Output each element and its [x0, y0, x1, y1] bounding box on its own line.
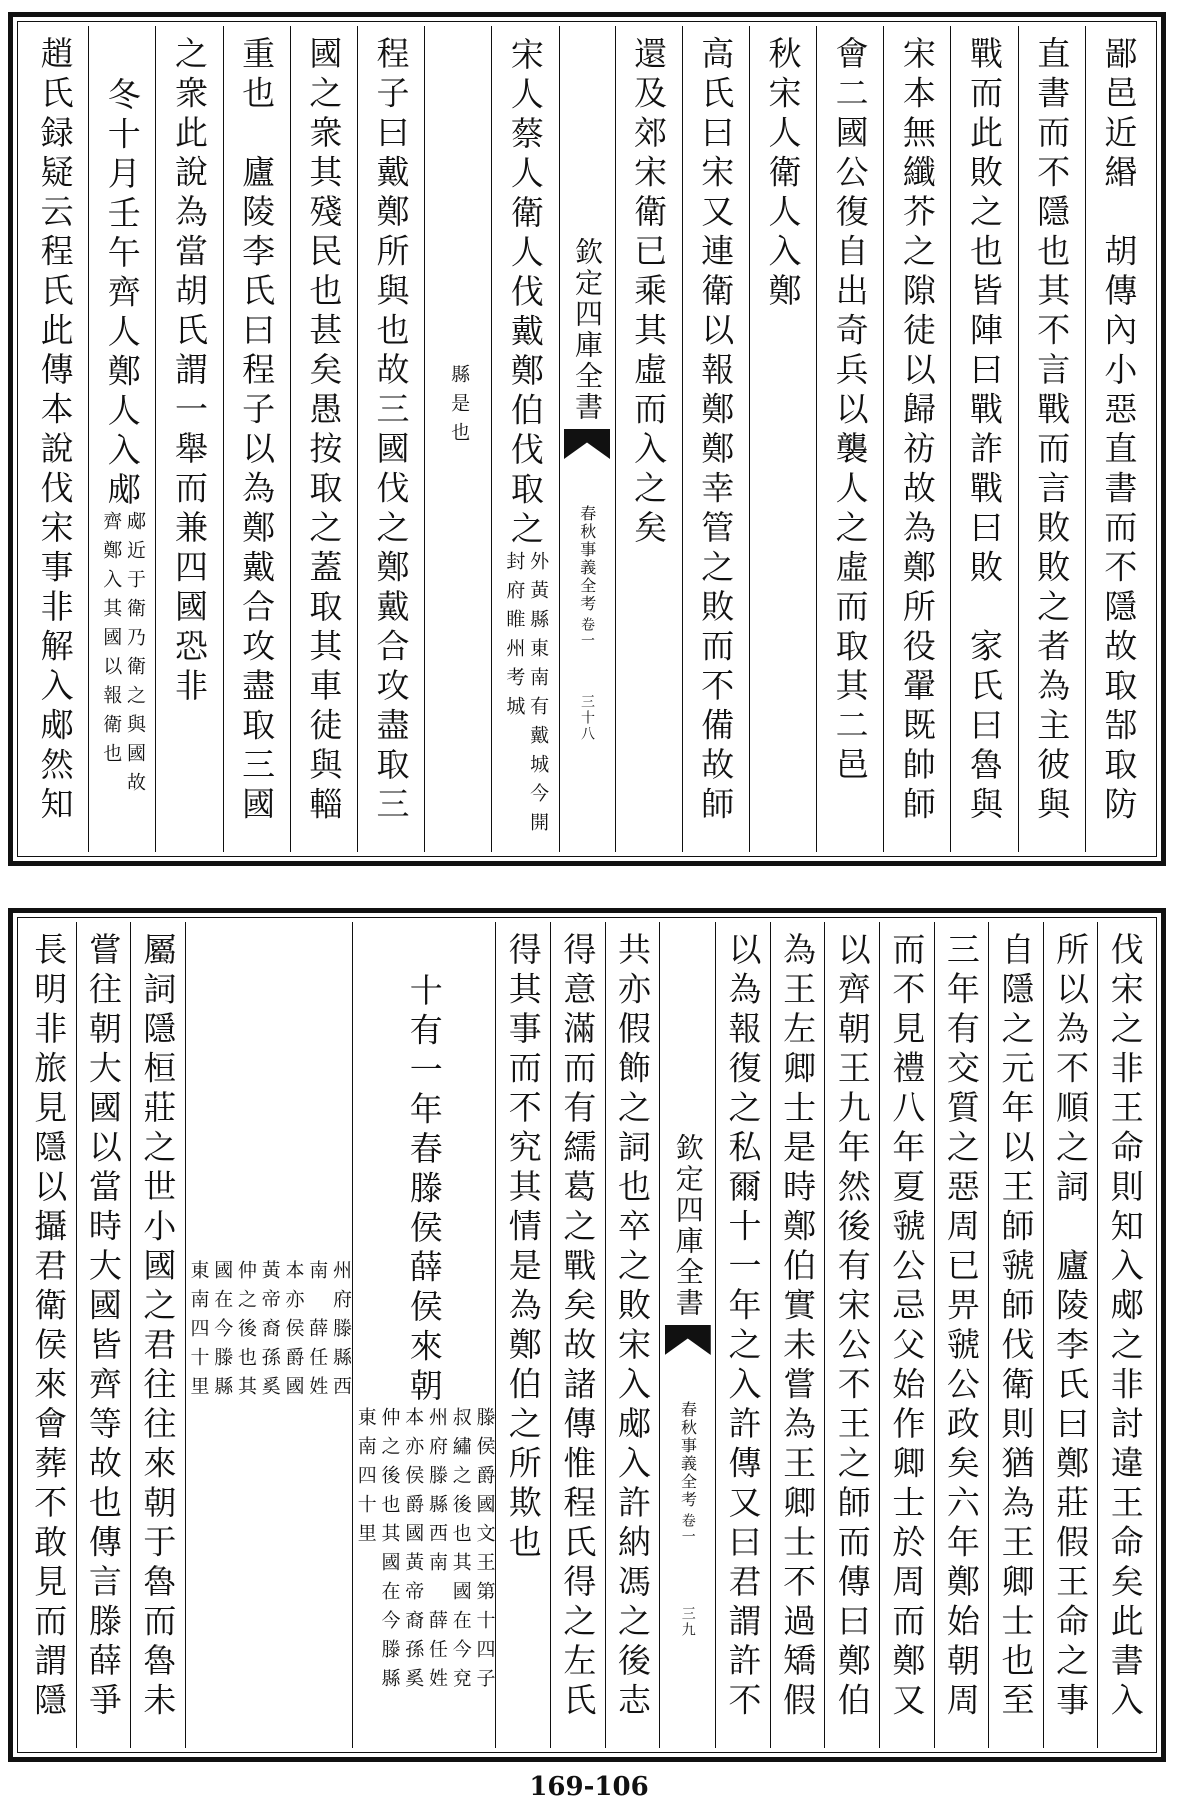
- text-column: [950, 26, 1017, 852]
- text-column: [357, 26, 424, 852]
- text-column: [76, 922, 131, 1748]
- interlinear-note: 縣是也: [448, 364, 471, 451]
- interlinear-note: 郕近于衛乃衛之與國故齊鄭入其國以報衛也: [100, 511, 147, 802]
- interlinear-note: 滕侯爵國文王第十四子叔繡之後也其國在今兗州府滕縣西南 薛任姓本亦侯爵國黃帝裔孫奚仲之後也其國在今滕縣東南四十里: [354, 1407, 496, 1698]
- work-title: 春秋事義全考: [577, 505, 597, 613]
- text-column: [1018, 26, 1085, 852]
- bottom-page-frame: [8, 908, 1166, 1762]
- column-text: 秋宋人衛人入鄭: [763, 36, 803, 313]
- column-text: 三年有交質之惡周已畀虢公政矣六年鄭始朝周: [941, 932, 981, 1722]
- text-column: [934, 922, 989, 1748]
- column-text: 伐宋之非王命則知入郕之非討違王命矣此書入: [1105, 932, 1145, 1722]
- column-text: 鄙邑近緡 胡傳內小惡直書而不隱故取郜取防: [1099, 36, 1139, 826]
- center-fold-strip: [659, 922, 715, 1748]
- column-text: 趙氏録疑云程氏此傳本說伐宋事非解入郕然知: [35, 36, 75, 826]
- column-text: 國之衆其殘民也甚矣愚按取之蓋取其車徒與輜: [304, 36, 344, 826]
- work-title: 春秋事義全考: [678, 1401, 698, 1509]
- text-column: [22, 26, 88, 852]
- main-text: 十有一年春滕侯薛侯來朝: [404, 972, 444, 1408]
- top-page-frame: [8, 12, 1166, 866]
- book-series-title: 欽定四庫全書: [671, 1133, 705, 1319]
- column-text: 得意滿而有繻葛之戰矣故諸傳惟程氏得之左氏: [558, 932, 598, 1722]
- column-text: 直書而不隱也其不言戰而言敗敗之者為主彼與: [1032, 36, 1072, 826]
- top-columns: [22, 26, 1152, 852]
- column-text: 宋本無纖芥之隙徒以歸祊故為鄭所役翬既帥師: [897, 36, 937, 826]
- text-column: [290, 26, 357, 852]
- text-column: [88, 26, 155, 852]
- center-fold-strip: [559, 26, 615, 852]
- text-column: [223, 26, 290, 852]
- fishtail-mark: [665, 1325, 711, 1355]
- note-column: [185, 922, 352, 1748]
- column-text: 屬詞隱桓莊之世小國之君往往來朝于魯而魯未: [138, 932, 178, 1722]
- column-text: 重也 廬陵李氏曰程子以為鄭戴合攻盡取三國: [237, 36, 277, 826]
- text-column: [495, 922, 550, 1748]
- text-column: [605, 922, 660, 1748]
- column-text: 還及郊宋衛已乘其虛而入之矣: [629, 36, 669, 550]
- column-text: 長明非旅見隱以攝君衛侯來會葬不敢見而謂隱: [29, 932, 69, 1722]
- volume-label: 卷一: [679, 1513, 696, 1545]
- text-column: [1043, 922, 1098, 1748]
- column-text: 自隱之元年以王師虢師伐衛則猶為王卿士也至: [996, 932, 1036, 1722]
- text-column: [352, 922, 496, 1748]
- column-text: 所以為不順之詞 廬陵李氏曰鄭莊假王命之事: [1051, 932, 1091, 1722]
- text-column: [816, 26, 883, 852]
- text-column: [879, 922, 934, 1748]
- column-text: 戰而此敗之也皆陣曰戰詐戰曰敗 家氏曰魯與: [965, 36, 1005, 826]
- column-text: 以齊朝王九年然後有宋公不王之師而傳曰鄭伯: [832, 932, 872, 1722]
- text-column: [682, 26, 749, 852]
- column-text: 程子曰戴鄭所與也故三國伐之鄭戴合攻盡取三: [371, 36, 411, 826]
- text-column: [749, 26, 816, 852]
- volume-label: 卷一: [579, 617, 595, 649]
- column-text: 而不見禮八年夏虢公忌父始作卿士於周而鄭又: [887, 932, 927, 1722]
- text-column: [130, 922, 185, 1748]
- text-column: [155, 26, 222, 852]
- text-column: [883, 26, 950, 852]
- text-column: [615, 26, 682, 852]
- leaf-number: 三九: [679, 1606, 696, 1638]
- text-column: [988, 922, 1043, 1748]
- text-column: [22, 922, 76, 1748]
- text-column: [715, 922, 770, 1748]
- text-column: [1085, 26, 1152, 852]
- text-column: [770, 922, 825, 1748]
- page-number-footer: 169-106: [529, 1772, 649, 1802]
- text-column: [491, 26, 558, 852]
- main-text: 冬十月壬午齊人鄭人入郕: [102, 76, 142, 512]
- note-column: [424, 26, 491, 852]
- bottom-columns: [22, 922, 1152, 1748]
- text-column: [550, 922, 605, 1748]
- column-text: 為王左卿士是時鄭伯實未嘗為王卿士不過矯假: [778, 932, 818, 1722]
- book-series-title: 欽定四庫全書: [571, 237, 604, 423]
- text-column: [1097, 922, 1152, 1748]
- interlinear-note: 外黃縣東南有戴城今開封府睢州考城: [503, 550, 550, 841]
- column-text: 之衆此說為當胡氏謂一舉而兼四國恐非: [169, 36, 209, 708]
- column-text: 嘗往朝大國以當時大國皆齊等故也傳言滕薛爭: [83, 932, 123, 1722]
- text-column: [824, 922, 879, 1748]
- column-text: 以為報復之私爾十一年之入許傳又曰君謂許不: [723, 932, 763, 1722]
- column-text: 高氏曰宋又連衛以報鄭鄭幸管之敗而不備故師: [696, 36, 736, 826]
- interlinear-note: 州府滕縣西南 薛任姓本亦侯爵國黃帝裔孫奚仲之後也其國在今滕縣東南四十里: [187, 1260, 352, 1405]
- leaf-number: 三十八: [579, 694, 595, 742]
- fishtail-mark: [564, 429, 610, 459]
- column-text: 會二國公復自出奇兵以襲人之虛而取其二邑: [830, 36, 870, 787]
- column-text: 得其事而不究其情是為鄭伯之所欺也: [503, 932, 543, 1564]
- column-text: 共亦假飾之詞也卒之敗宋入郕入許納馮之後志: [612, 932, 652, 1722]
- main-text: 宋人蔡人衛人伐戴鄭伯伐取之: [505, 37, 545, 551]
